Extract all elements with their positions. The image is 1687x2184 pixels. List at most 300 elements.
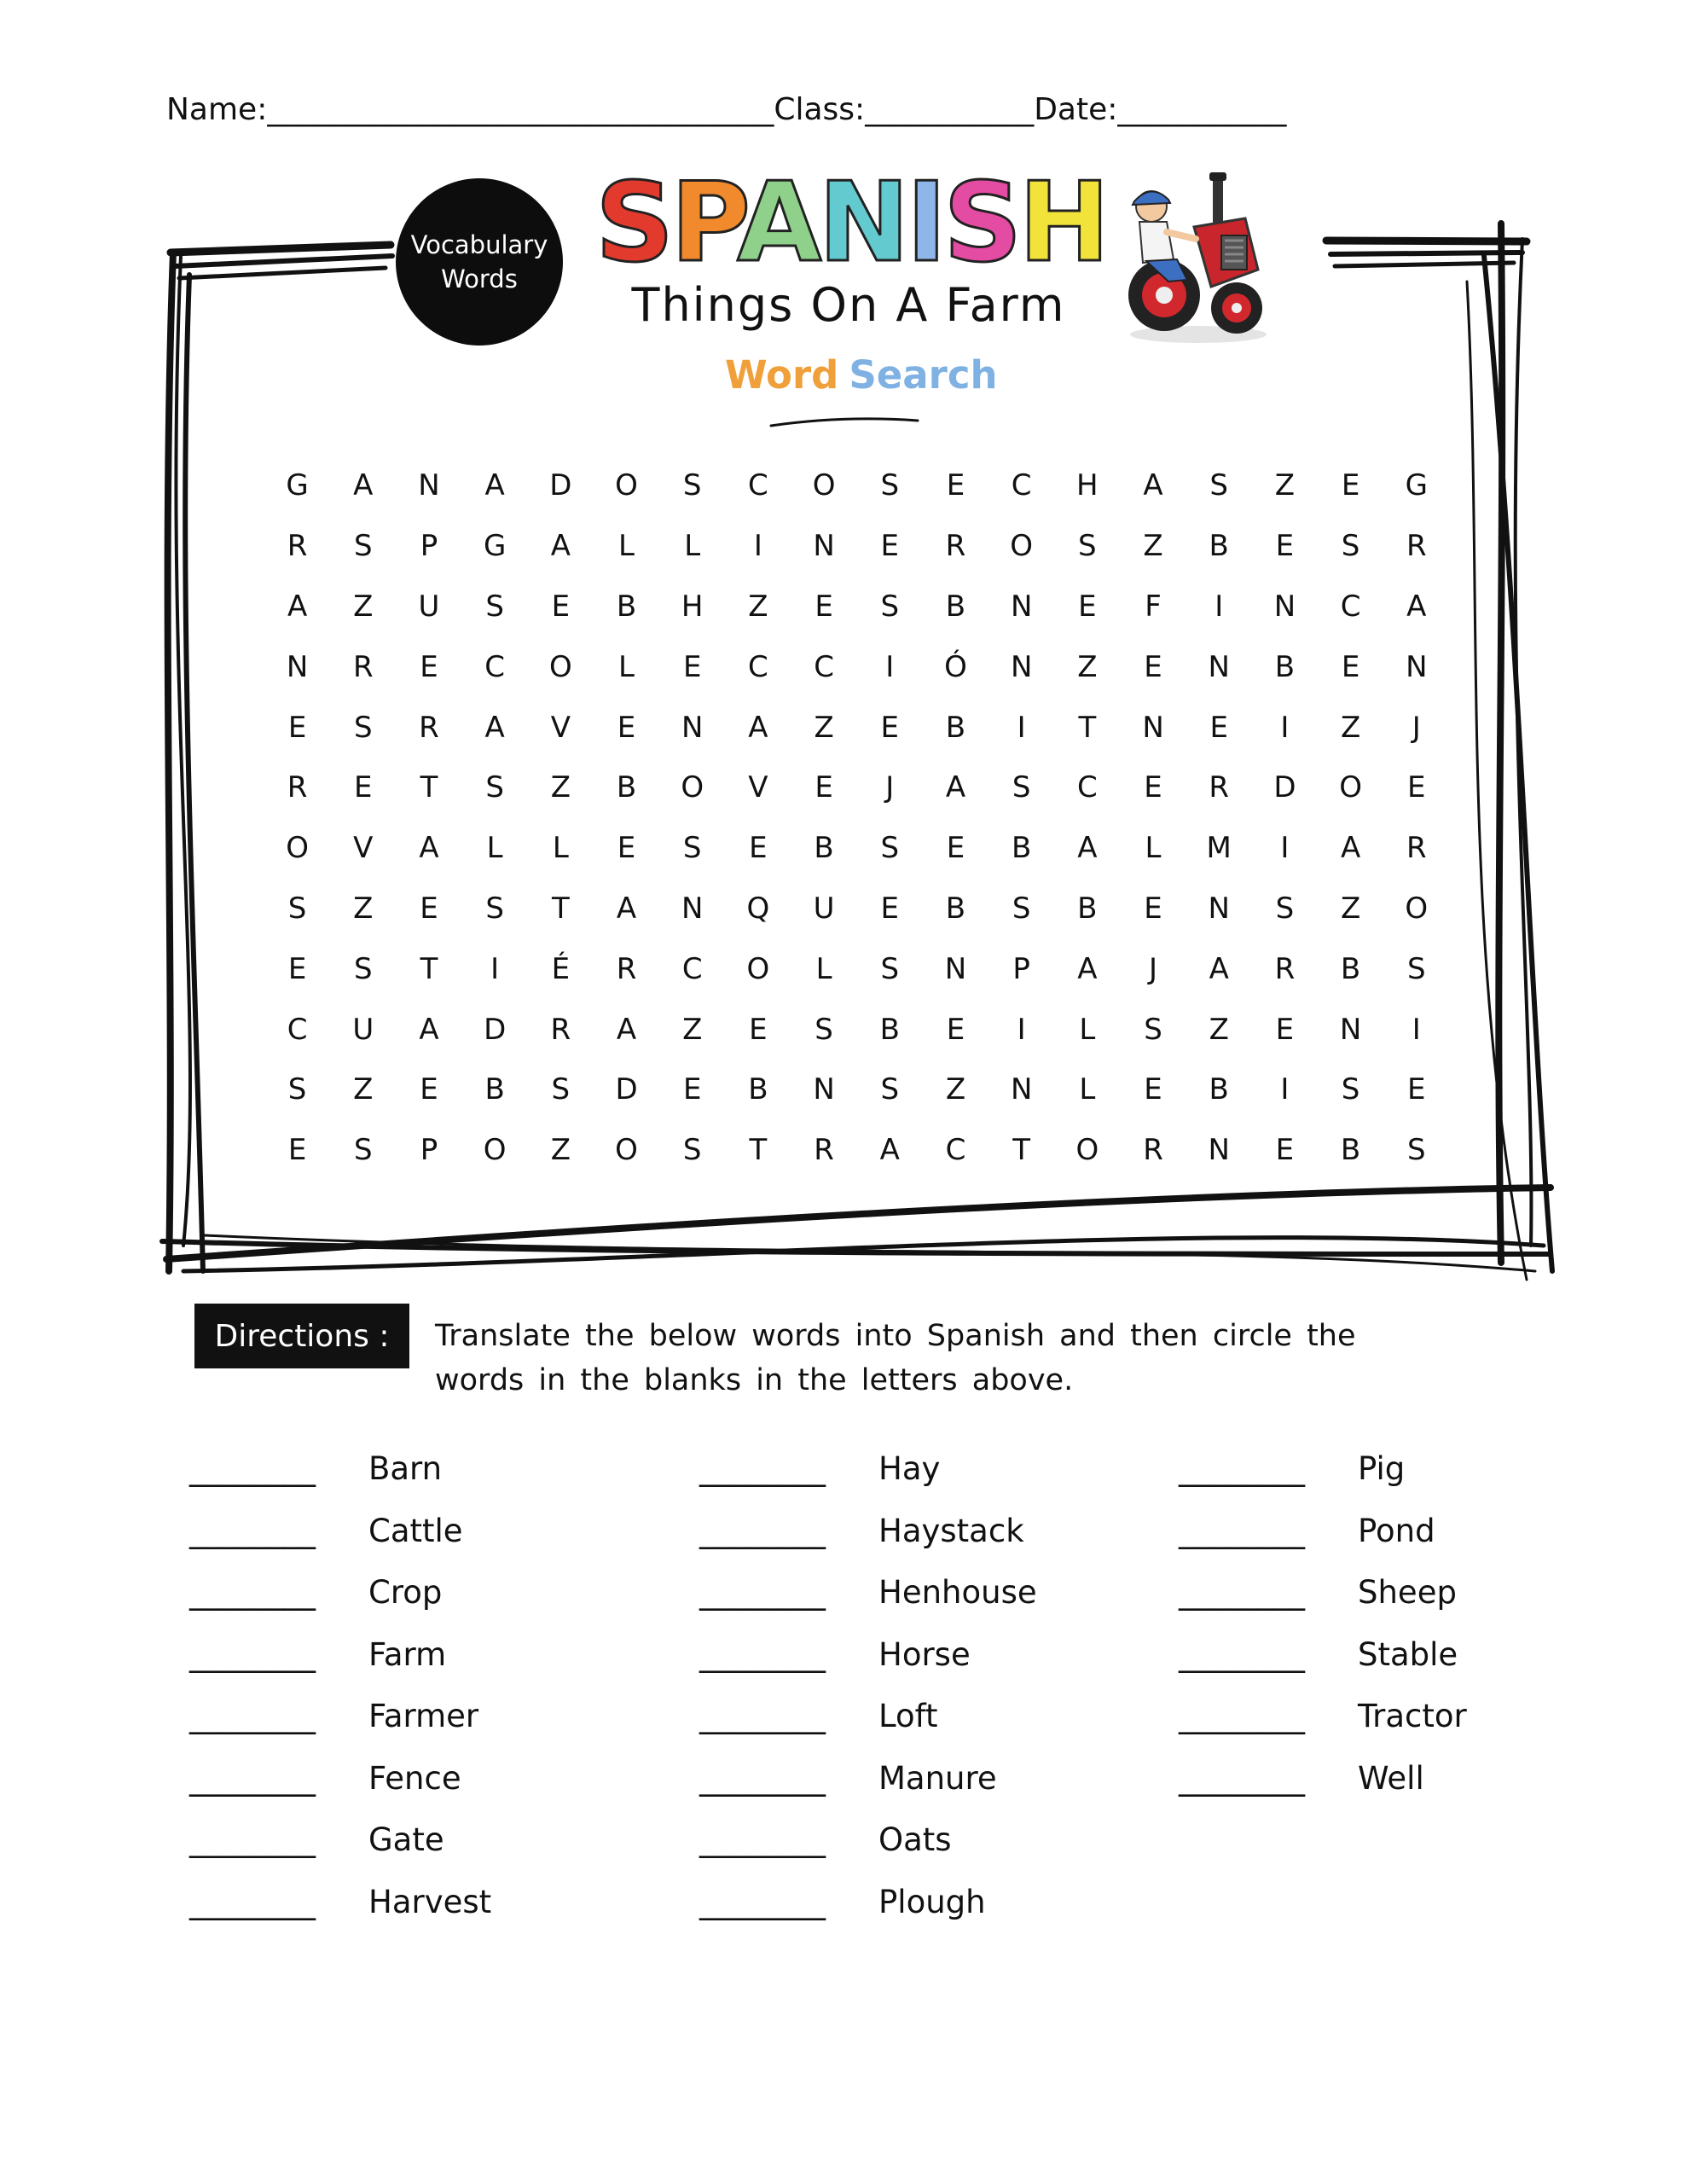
grid-letter[interactable]: C	[484, 649, 506, 684]
grid-letter[interactable]: L	[1079, 1072, 1096, 1107]
grid-letter[interactable]: S	[485, 589, 504, 624]
date-label: Date:	[1034, 92, 1118, 127]
answer-blank[interactable]: ________	[699, 1759, 826, 1797]
answer-blank[interactable]: ________	[699, 1635, 826, 1673]
vocab-word: Stable	[1358, 1635, 1458, 1673]
grid-letter[interactable]: E	[420, 649, 438, 684]
grid-letter[interactable]: E	[1275, 1133, 1295, 1168]
grid-letter[interactable]: R	[616, 951, 637, 986]
answer-blank[interactable]: ________	[699, 1883, 826, 1920]
grid-letter[interactable]: U	[418, 589, 440, 624]
vocab-word: Cattle	[368, 1512, 463, 1549]
grid-letter[interactable]: S	[1275, 891, 1295, 926]
grid-letter[interactable]: S	[880, 1072, 900, 1107]
grid-letter[interactable]: S	[682, 468, 702, 503]
grid-letter[interactable]: T	[420, 951, 438, 986]
vocab-item	[699, 1636, 1037, 1699]
grid-letter[interactable]: S	[485, 891, 504, 926]
grid-letter[interactable]: R	[1406, 831, 1427, 866]
word-column-1	[189, 1450, 491, 1945]
vocab-item	[699, 1884, 1037, 1946]
vocab-item	[699, 1450, 1037, 1513]
grid-letter[interactable]: R	[945, 529, 966, 564]
grid-letter[interactable]: N	[681, 710, 704, 745]
vocab-item	[189, 1450, 491, 1513]
grid-letter[interactable]: C	[1011, 468, 1032, 503]
vocab-item	[1179, 1760, 1467, 1822]
title-spanish	[595, 160, 1107, 287]
grid-letter[interactable]: V	[748, 770, 768, 805]
grid-letter[interactable]: B	[814, 831, 834, 866]
grid-letter[interactable]: E	[880, 891, 900, 926]
grid-letter[interactable]: T	[749, 1133, 768, 1168]
grid-letter[interactable]: S	[485, 770, 504, 805]
grid-letter[interactable]: F	[1145, 589, 1162, 624]
grid-letter[interactable]: E	[551, 589, 571, 624]
grid-letter[interactable]: E	[749, 831, 768, 866]
vocab-item	[1179, 1636, 1467, 1699]
grid-letter[interactable]: L	[486, 831, 503, 866]
vocab-item	[189, 1636, 491, 1699]
word-search-grid	[264, 456, 1450, 1181]
vocab-word: Horse	[878, 1635, 971, 1673]
grid-letter[interactable]: S	[287, 1072, 307, 1107]
grid-row	[264, 818, 1450, 879]
grid-letter[interactable]: A	[550, 529, 571, 564]
grid-letter[interactable]: Z	[682, 1012, 703, 1047]
grid-letter[interactable]: D	[549, 468, 572, 503]
answer-blank[interactable]: ________	[1179, 1635, 1305, 1673]
grid-letter[interactable]: G	[286, 468, 309, 503]
grid-letter[interactable]: L	[1145, 831, 1162, 866]
grid-row	[264, 1060, 1450, 1120]
vocabulary-words-badge	[396, 178, 563, 346]
vocab-item	[1179, 1450, 1467, 1513]
heading-underline	[768, 414, 921, 431]
grid-letter[interactable]: E	[682, 649, 702, 684]
grid-letter[interactable]: E	[1144, 649, 1162, 684]
grid-letter[interactable]: S	[353, 1133, 373, 1168]
grid-letter[interactable]: O	[483, 1133, 507, 1168]
grid-letter[interactable]: L	[815, 951, 832, 986]
word-search-word1: Word	[725, 352, 839, 398]
grid-letter[interactable]: L	[1079, 1012, 1096, 1047]
grid-letter[interactable]: P	[420, 529, 438, 564]
grid-row	[264, 636, 1450, 697]
vocab-word: Crop	[368, 1574, 443, 1611]
grid-letter[interactable]: N	[1208, 1133, 1230, 1168]
vocab-word: Loft	[878, 1698, 938, 1734]
name-field[interactable]: _________________________________	[267, 92, 774, 127]
grid-letter[interactable]: I	[1215, 589, 1224, 624]
grid-letter[interactable]: U	[352, 1012, 374, 1047]
grid-letter[interactable]: Z	[1077, 649, 1098, 684]
word-column-2	[699, 1450, 1037, 1945]
grid-letter[interactable]: T	[1078, 710, 1097, 745]
grid-letter[interactable]: C	[748, 468, 768, 503]
vocab-item	[699, 1513, 1037, 1575]
answer-blank[interactable]: ________	[1179, 1574, 1305, 1611]
grid-letter[interactable]: T	[420, 770, 438, 805]
grid-letter[interactable]: E	[815, 589, 833, 624]
grid-letter[interactable]: S	[880, 951, 900, 986]
name-label: Name:	[166, 92, 268, 127]
word-search-word2: Search	[849, 352, 998, 398]
grid-letter[interactable]: J	[1412, 710, 1421, 745]
grid-letter[interactable]: B	[1209, 529, 1229, 564]
grid-letter[interactable]: E	[946, 1012, 965, 1047]
vocab-item	[699, 1760, 1037, 1822]
grid-letter[interactable]: C	[945, 1133, 966, 1168]
grid-letter[interactable]: A	[419, 1012, 439, 1047]
grid-letter[interactable]: D	[484, 1012, 507, 1047]
grid-letter[interactable]: R	[1274, 951, 1296, 986]
grid-letter[interactable]: E	[1209, 710, 1228, 745]
grid-letter[interactable]: S	[880, 831, 900, 866]
grid-letter[interactable]: C	[681, 951, 703, 986]
grid-letter[interactable]: V	[353, 831, 374, 866]
grid-letter[interactable]: N	[286, 649, 309, 684]
answer-blank[interactable]: ________	[1179, 1450, 1305, 1487]
grid-letter[interactable]: B	[748, 1072, 768, 1107]
grid-letter[interactable]: N	[1406, 649, 1428, 684]
grid-letter[interactable]: B	[616, 770, 637, 805]
grid-letter[interactable]: T	[551, 891, 570, 926]
grid-letter[interactable]: B	[1011, 831, 1032, 866]
date-field[interactable]: ___________	[1117, 92, 1287, 127]
grid-letter[interactable]: B	[1274, 649, 1296, 684]
grid-letter[interactable]: N	[1339, 1012, 1362, 1047]
grid-letter[interactable]: A	[616, 891, 637, 926]
grid-letter[interactable]: A	[879, 1133, 900, 1168]
grid-letter[interactable]: A	[353, 468, 374, 503]
title-letter: H	[1018, 160, 1107, 287]
grid-letter[interactable]: A	[1077, 951, 1098, 986]
answer-blank[interactable]: ________	[699, 1512, 826, 1549]
grid-letter[interactable]: D	[615, 1072, 638, 1107]
grid-letter[interactable]: S	[1144, 1012, 1162, 1047]
grid-letter[interactable]: E	[287, 951, 307, 986]
grid-letter[interactable]: S	[1078, 529, 1097, 564]
grid-letter[interactable]: H	[681, 589, 704, 624]
grid-letter[interactable]: C	[814, 649, 834, 684]
grid-letter[interactable]: A	[1340, 831, 1361, 866]
grid-letter[interactable]: S	[1341, 529, 1360, 564]
vocab-item	[189, 1821, 491, 1884]
grid-letter[interactable]: I	[1412, 1012, 1421, 1047]
grid-letter[interactable]: E	[1275, 529, 1295, 564]
grid-letter[interactable]: S	[1209, 468, 1229, 503]
grid-letter[interactable]: O	[746, 951, 770, 986]
grid-letter[interactable]: G	[1405, 468, 1428, 503]
grid-letter[interactable]: Z	[353, 891, 374, 926]
grid-letter[interactable]: B	[945, 589, 966, 624]
grid-letter[interactable]: A	[484, 468, 505, 503]
grid-letter[interactable]: O	[1010, 529, 1034, 564]
grid-letter[interactable]: E	[749, 1012, 768, 1047]
grid-letter[interactable]: S	[551, 1072, 571, 1107]
grid-letter[interactable]: E	[1275, 1012, 1295, 1047]
grid-letter[interactable]: R	[287, 770, 308, 805]
grid-letter[interactable]: C	[287, 1012, 308, 1047]
grid-letter[interactable]: E	[1144, 770, 1162, 805]
grid-letter[interactable]: E	[354, 770, 373, 805]
grid-letter[interactable]: E	[420, 891, 438, 926]
grid-letter[interactable]: R	[1406, 529, 1427, 564]
vocab-word: Farm	[368, 1635, 447, 1673]
grid-letter[interactable]: N	[813, 529, 835, 564]
vocab-word: Pond	[1358, 1512, 1435, 1549]
grid-letter[interactable]: A	[1209, 951, 1229, 986]
grid-letter[interactable]: B	[1209, 1072, 1229, 1107]
vocab-word: Manure	[878, 1759, 997, 1797]
grid-letter[interactable]: Z	[1274, 468, 1296, 503]
grid-letter[interactable]: E	[1144, 1072, 1162, 1107]
grid-letter[interactable]: A	[1143, 468, 1163, 503]
grid-letter[interactable]: O	[615, 1133, 638, 1168]
grid-letter[interactable]: Ó	[944, 649, 967, 684]
answer-blank[interactable]: ________	[189, 1635, 316, 1673]
grid-letter[interactable]: L	[552, 831, 569, 866]
grid-letter[interactable]: E	[287, 710, 307, 745]
answer-blank[interactable]: ________	[699, 1450, 826, 1487]
grid-letter[interactable]: C	[1076, 770, 1098, 805]
answer-blank[interactable]: ________	[189, 1698, 316, 1734]
grid-letter[interactable]: I	[1280, 1072, 1290, 1107]
grid-letter[interactable]: N	[1208, 891, 1230, 926]
grid-row	[264, 577, 1450, 637]
grid-letter[interactable]: E	[1341, 649, 1360, 684]
grid-letter[interactable]: É	[551, 951, 571, 986]
grid-letter[interactable]: I	[1017, 1012, 1026, 1047]
grid-letter[interactable]: S	[353, 529, 373, 564]
grid-letter[interactable]: N	[1208, 649, 1230, 684]
grid-letter[interactable]: Z	[1340, 891, 1361, 926]
directions-label: Directions :	[194, 1304, 409, 1368]
grid-letter[interactable]: S	[287, 891, 307, 926]
grid-letter[interactable]: A	[616, 1012, 637, 1047]
grid-letter[interactable]: O	[286, 831, 309, 866]
grid-letter[interactable]: E	[946, 831, 965, 866]
vocab-item	[189, 1574, 491, 1636]
grid-letter[interactable]: H	[1076, 468, 1099, 503]
answer-blank[interactable]: ________	[1179, 1512, 1305, 1549]
grid-letter[interactable]: S	[1406, 1133, 1426, 1168]
grid-letter[interactable]: B	[1340, 951, 1361, 986]
grid-letter[interactable]: E	[420, 1072, 438, 1107]
answer-blank[interactable]: ________	[1179, 1759, 1305, 1797]
grid-letter[interactable]: Z	[1143, 529, 1163, 564]
vocab-item	[699, 1821, 1037, 1884]
grid-letter[interactable]: C	[1340, 589, 1361, 624]
grid-letter[interactable]: E	[682, 1072, 702, 1107]
grid-letter[interactable]: Z	[945, 1072, 966, 1107]
directions-text: Translate the below words into Spanish and then circle the words in the blanks in the letters above.	[435, 1319, 1356, 1397]
grid-row	[264, 938, 1450, 999]
grid-letter[interactable]: R	[287, 529, 308, 564]
grid-letter[interactable]: S	[353, 951, 373, 986]
grid-letter[interactable]: N	[944, 951, 967, 986]
grid-letter[interactable]: S	[1406, 951, 1426, 986]
grid-letter[interactable]: E	[815, 770, 833, 805]
title-letter: S	[595, 160, 671, 287]
grid-letter[interactable]: V	[550, 710, 571, 745]
grid-letter[interactable]: M	[1206, 831, 1232, 866]
grid-letter[interactable]: Z	[550, 770, 571, 805]
grid-letter[interactable]: E	[1341, 468, 1360, 503]
grid-letter[interactable]: N	[813, 1072, 835, 1107]
grid-letter[interactable]: A	[287, 589, 308, 624]
grid-letter[interactable]: J	[1149, 951, 1158, 986]
grid-letter[interactable]: S	[815, 1012, 833, 1047]
grid-letter[interactable]: A	[1406, 589, 1427, 624]
grid-letter[interactable]: B	[1340, 1133, 1361, 1168]
grid-letter[interactable]: S	[880, 468, 900, 503]
grid-letter[interactable]: L	[618, 529, 635, 564]
grid-letter[interactable]: P	[420, 1133, 438, 1168]
title-letter: S	[943, 160, 1019, 287]
grid-letter[interactable]: R	[1143, 1133, 1163, 1168]
grid-letter[interactable]: I	[753, 529, 762, 564]
grid-letter[interactable]: Z	[748, 589, 768, 624]
grid-letter[interactable]: D	[1273, 770, 1296, 805]
vocab-word: Henhouse	[878, 1574, 1037, 1611]
vocab-word: Tractor	[1358, 1698, 1467, 1734]
grid-letter[interactable]: N	[1273, 589, 1296, 624]
title-letter: N	[818, 160, 907, 287]
grid-letter[interactable]: N	[1010, 649, 1033, 684]
grid-letter[interactable]: O	[681, 770, 704, 805]
grid-letter[interactable]: Z	[353, 589, 374, 624]
grid-letter[interactable]: E	[1144, 891, 1162, 926]
grid-letter[interactable]: T	[1012, 1133, 1031, 1168]
grid-letter[interactable]: B	[1077, 891, 1098, 926]
grid-letter[interactable]: O	[1339, 770, 1362, 805]
grid-letter[interactable]: N	[681, 891, 704, 926]
farmer-tractor-icon	[1117, 167, 1271, 346]
grid-letter[interactable]: B	[484, 1072, 505, 1107]
answer-blank[interactable]: ________	[189, 1512, 316, 1549]
grid-letter[interactable]: Q	[746, 891, 770, 926]
grid-letter[interactable]: N	[418, 468, 440, 503]
grid-letter[interactable]: Z	[1340, 710, 1361, 745]
grid-letter[interactable]: R	[1209, 770, 1230, 805]
grid-letter[interactable]: S	[353, 710, 373, 745]
grid-letter[interactable]: O	[1075, 1133, 1099, 1168]
grid-letter[interactable]: I	[1280, 831, 1290, 866]
vocab-word: Oats	[878, 1821, 952, 1858]
answer-blank[interactable]: ________	[189, 1759, 316, 1797]
grid-letter[interactable]: I	[885, 649, 895, 684]
grid-letter[interactable]: O	[548, 649, 572, 684]
grid-letter[interactable]: A	[945, 770, 966, 805]
grid-letter[interactable]: E	[946, 468, 965, 503]
grid-letter[interactable]: A	[748, 710, 768, 745]
grid-row	[264, 697, 1450, 758]
grid-letter[interactable]: B	[945, 891, 966, 926]
grid-letter[interactable]: E	[617, 831, 636, 866]
grid-letter[interactable]: A	[1077, 831, 1098, 866]
grid-letter[interactable]: R	[550, 1012, 571, 1047]
vocab-word: Hay	[878, 1450, 941, 1487]
title-letter: A	[737, 160, 819, 287]
grid-letter[interactable]: O	[1405, 891, 1429, 926]
grid-letter[interactable]: R	[814, 1133, 834, 1168]
vocab-item	[189, 1698, 491, 1760]
grid-letter[interactable]: E	[1407, 1072, 1426, 1107]
grid-letter[interactable]: N	[1010, 1072, 1033, 1107]
grid-letter[interactable]: G	[483, 529, 507, 564]
grid-letter[interactable]: I	[490, 951, 500, 986]
answer-blank[interactable]: ________	[189, 1883, 316, 1920]
grid-letter[interactable]: C	[748, 649, 768, 684]
grid-letter[interactable]: U	[813, 891, 835, 926]
grid-letter[interactable]: A	[419, 831, 439, 866]
answer-blank[interactable]: ________	[189, 1450, 316, 1487]
vocab-word: Barn	[368, 1450, 443, 1487]
grid-letter[interactable]: E	[617, 710, 636, 745]
grid-row	[264, 516, 1450, 577]
word-search-heading	[725, 352, 998, 398]
grid-letter[interactable]: E	[287, 1133, 307, 1168]
grid-letter[interactable]: S	[1341, 1072, 1360, 1107]
grid-letter[interactable]: I	[1017, 710, 1026, 745]
grid-letter[interactable]: E	[1407, 770, 1426, 805]
grid-letter[interactable]: I	[1280, 710, 1290, 745]
vocab-item	[699, 1574, 1037, 1636]
grid-letter[interactable]: O	[812, 468, 836, 503]
vocab-item	[699, 1698, 1037, 1760]
grid-letter[interactable]: P	[1012, 951, 1030, 986]
grid-letter[interactable]: N	[1142, 710, 1164, 745]
answer-blank[interactable]: ________	[189, 1574, 316, 1611]
answer-blank[interactable]: ________	[1179, 1698, 1305, 1734]
answer-blank[interactable]: ________	[189, 1821, 316, 1858]
grid-letter[interactable]: J	[885, 770, 895, 805]
grid-letter[interactable]: L	[618, 649, 635, 684]
grid-letter[interactable]: S	[682, 831, 702, 866]
grid-row	[264, 999, 1450, 1060]
grid-letter[interactable]: E	[1078, 589, 1097, 624]
grid-letter[interactable]: Z	[550, 1133, 571, 1168]
class-field[interactable]: ___________	[865, 92, 1035, 127]
grid-letter[interactable]: R	[419, 710, 439, 745]
grid-letter[interactable]: E	[880, 710, 900, 745]
grid-letter[interactable]: N	[1010, 589, 1033, 624]
grid-letter[interactable]: E	[880, 529, 900, 564]
grid-letter[interactable]: S	[682, 1133, 702, 1168]
grid-letter[interactable]: B	[616, 589, 637, 624]
vocab-item	[189, 1884, 491, 1946]
grid-letter[interactable]: Z	[814, 710, 834, 745]
vocab-word: Fence	[368, 1759, 461, 1797]
grid-letter[interactable]: B	[879, 1012, 900, 1047]
grid-letter[interactable]: S	[1012, 770, 1031, 805]
grid-letter[interactable]: Z	[353, 1072, 374, 1107]
grid-row	[264, 1120, 1450, 1181]
grid-letter[interactable]: B	[945, 710, 966, 745]
grid-letter[interactable]: S	[1012, 891, 1031, 926]
grid-letter[interactable]: O	[615, 468, 638, 503]
answer-blank[interactable]: ________	[699, 1821, 826, 1858]
grid-letter[interactable]: S	[880, 589, 900, 624]
answer-blank[interactable]: ________	[699, 1574, 826, 1611]
grid-letter[interactable]: L	[684, 529, 701, 564]
grid-letter[interactable]: Z	[1209, 1012, 1229, 1047]
grid-letter[interactable]: R	[352, 649, 374, 684]
grid-letter[interactable]: A	[484, 710, 505, 745]
answer-blank[interactable]: ________	[699, 1698, 826, 1734]
